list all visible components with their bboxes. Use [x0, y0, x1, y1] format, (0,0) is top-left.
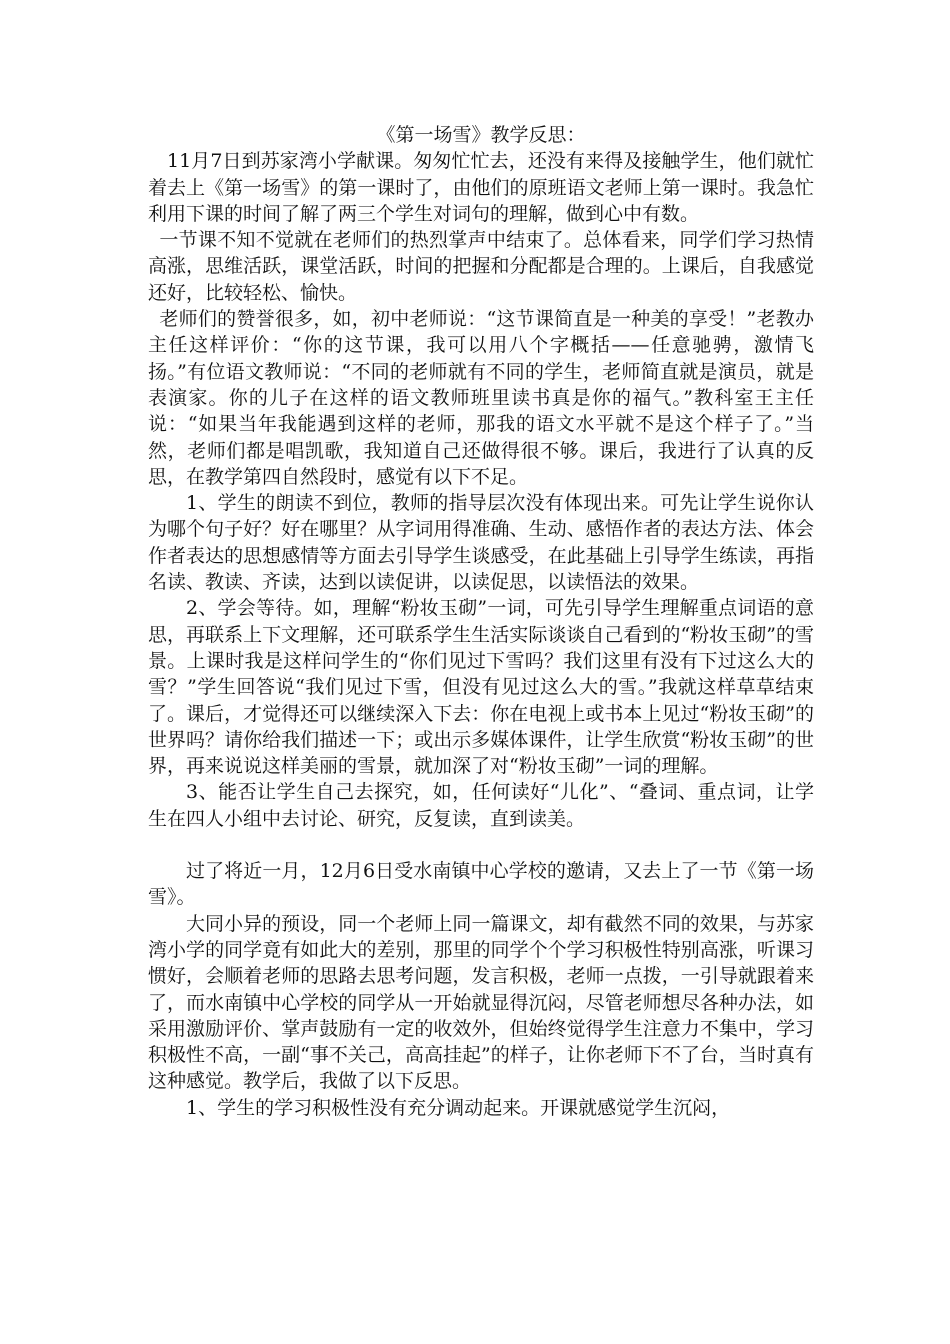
paragraph-second-lesson: 过了将近一月，12月6日受水南镇中心学校的邀请，又去上了一节《第一场雪》。 [148, 860, 814, 909]
paragraph-comparison: 大同小异的预设，同一个老师上同一篇课文，却有截然不同的效果，与苏家湾小学的同学竟有如此大的差别，那里的同学个个学习积极性特别高涨，听课习惯好，会顺着老师的思路去思考问题，发言积极，老师一点拨，一引导就跟着来了，而水南镇中心学校的同学从一开始就显得沉闷，尽管老师想尽各种办法，如采用激励评价、掌声鼓励有一定的收效外，但始终觉得学生注意力不集中，学习积极性不高，一副“事不关己，高高挂起”的样子，让你老师下不了台，当时真有这种感觉。教学后，我做了以下反思。 [148, 912, 814, 1093]
document-page [148, 122, 814, 1121]
paragraph-reflection-2: 2、学会等待。如，理解“粉妆玉砌”一词，可先引导学生理解重点词语的意思，再联系上下文理解，还可联系学生生活实际谈谈自己看到的“粉妆玉砌”的雪景。上课时我是这样问学生的“你们见过下雪吗？我们这里有没有下过这么大的雪？”学生回答说“我们见过下雪，但没有见过这么大的雪。”我就这样草草结束了。课后，才觉得还可以继续深入下去：你在电视上或书本上见过“粉妆玉砌”的世界吗？请你给我们描述一下；或出示多媒体课件，让学生欣赏“粉妆玉砌”的世界，再来说说这样美丽的雪景，就加深了对“粉妆玉砌”一词的理解。 [148, 597, 814, 778]
paragraph-reflection-1: 1、学生的朗读不到位，教师的指导层次没有体现出来。可先让学生说你认为哪个句子好？好在哪里？从字词用得准确、生动、感悟作者的表达方法、体会作者表达的思想感情等方面去引导学生谈感受，在此基础上引导学生练读，再指名读、教读、齐读，达到以读促讲，以读促思，以读悟法的效果。 [148, 492, 814, 594]
document-title: 《第一场雪》教学反思： [376, 124, 586, 146]
paragraph-second-reflection-1: 1、学生的学习积极性没有充分调动起来。开课就感觉学生沉闷， [186, 1096, 731, 1119]
paragraph-reflection-3: 3、能否让学生自己去探究，如，任何读好“儿化”、“叠词、重点词，让学生在四人小组中去讨论、研究，反复读，直到读美。 [148, 781, 814, 830]
paragraph-intro: 11月7日到苏家湾小学献课。匆匆忙忙去，还没有来得及接触学生，他们就忙着去上《第一场雪》的第一课时了，由他们的原班语文老师上第一课时。我急忙利用下课的时间了解了两三个学生对词句的理解，做到心中有数。 [148, 150, 814, 225]
paragraph-praise: 老师们的赞誉很多，如，初中老师说：“这节课简直是一种美的享受！”老教办主任这样评价：“你的这节课，我可以用八个字概括——任意驰骋，激情飞扬。”有位语文教师说：“不同的老师就有不同的学生，老师简直就是演员，就是表演家。你的儿子在这样的语文教师班里读书真是你的福气。”教科室王主任说：“如果当年我能遇到这样的老师，那我的语文水平就不是这个样子了。”当然，老师们都是唱凯歌，我知道自己还做得很不够。课后，我进行了认真的反思，在教学第四自然段时，感觉有以下不足。 [148, 308, 814, 488]
paragraph-class-summary: 一节课不知不觉就在老师们的热烈掌声中结束了。总体看来，同学们学习热情高涨，思维活跃，课堂活跃，时间的把握和分配都是合理的。上课后，自我感觉还好，比较轻松、愉快。 [148, 229, 814, 304]
section-gap [148, 832, 814, 858]
